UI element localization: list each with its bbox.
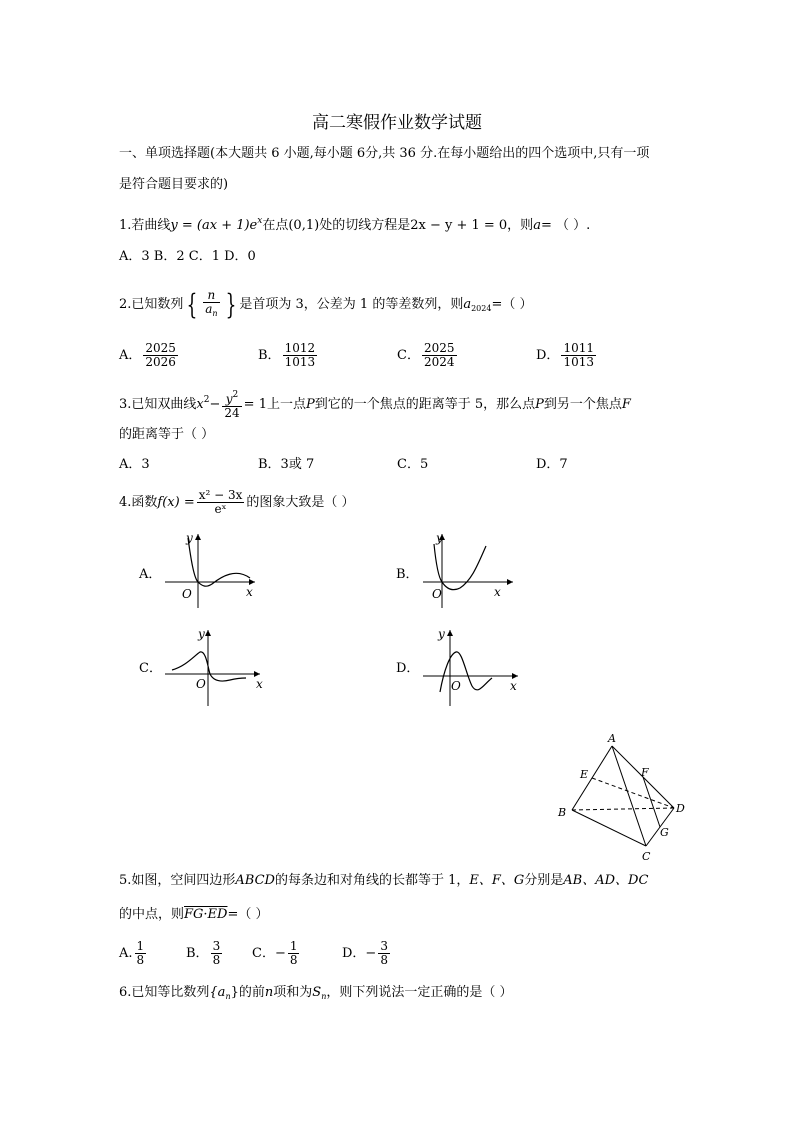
graph-b-y-label: y (436, 531, 443, 545)
q5-mid2: 分别是 (524, 873, 564, 888)
question-3 (119, 386, 631, 420)
q5-option-b-num: 3 (212, 939, 221, 953)
q5-option-b (186, 940, 224, 967)
q5-option-a-label: A. (119, 946, 133, 961)
graph-d-y-arrow-icon (447, 630, 453, 636)
q5-efg: E、F、G (469, 873, 525, 888)
q1-options: A．3 B．2 C．1 D．0 (119, 249, 256, 264)
q2-option-d-den: 1013 (563, 355, 594, 369)
section-heading-line1: 一、单项选择题(本大题共 6 小题,每小题 6分,共 36 分.在每小题给出的四个选项中,只有一项 (119, 146, 650, 161)
vertex-A-label: A (608, 732, 616, 745)
q3-x-sup: 2 (203, 395, 210, 405)
vertex-B-label: B (558, 806, 567, 819)
q2-end: =（ ） (491, 297, 533, 312)
q5-option-a-num: 1 (136, 939, 145, 953)
q2-option-a-num: 2025 (145, 341, 176, 355)
q2-option-b-label: B． (258, 348, 281, 363)
q3-option-a: A．3 (119, 457, 150, 472)
q2-frac-den-a: a (205, 302, 213, 316)
q6-seq-sub: n (225, 992, 231, 1001)
q5-vector-product: FG·ED (184, 907, 228, 922)
q1-mid: 在点 (262, 218, 289, 233)
q4-graph-a-label: A． (139, 567, 162, 582)
q1-prefix: 1.若曲线 (119, 218, 171, 233)
q2-brace-left: { (186, 287, 198, 321)
segment-ED (592, 778, 674, 808)
graph-d-y-label: y (438, 627, 445, 641)
point-E-label: E (580, 768, 589, 781)
q6-prefix: 6.已知等比数列 (119, 985, 210, 1000)
q2-frac-num: n (203, 289, 219, 303)
q6-seq: {a (209, 985, 226, 1000)
q5-option-d-label: D．− (342, 946, 377, 961)
q5-option-a-den: 8 (136, 953, 145, 967)
segment-FG (643, 777, 660, 827)
q5-option-c-num: 1 (289, 939, 298, 953)
q3-P: P (305, 397, 315, 412)
q2-option-b-num: 1012 (284, 341, 316, 355)
q6-n: n (264, 985, 274, 1000)
graph-a-x-label: x (246, 585, 253, 599)
q3-frac-num (222, 389, 241, 407)
q4-fraction (197, 489, 245, 516)
q3-line2: 的距离等于（ ） (119, 427, 215, 442)
q3-x: x (196, 397, 204, 412)
q4-graph-c-label: C． (139, 661, 162, 676)
q5-option-a (119, 940, 148, 967)
q2-option-c (397, 342, 459, 369)
q5-option-b-label: B． (186, 946, 209, 961)
q5-sides: AB、AD、DC (563, 873, 649, 888)
graph-a-origin: O (182, 587, 192, 601)
q3-option-b: B．3或 7 (258, 457, 315, 472)
q4-frac-den: eˣ (214, 502, 227, 516)
q2-mid: 是首项为 3，公差为 1 的等差数列，则 (239, 297, 464, 312)
q5-line2-prefix: 的中点，则 (119, 907, 185, 922)
q2-option-d (536, 342, 598, 369)
q5-tetrahedron-figure (550, 730, 700, 870)
q2-option-a-label: A． (119, 348, 142, 363)
q6-S-sub: n (321, 992, 327, 1001)
q2-frac-den (203, 303, 219, 320)
graph-a-curve (188, 538, 250, 586)
q5-option-b-den: 8 (212, 953, 221, 967)
graph-c-curve (172, 652, 246, 681)
q2-term-sub: 2024 (471, 304, 492, 313)
q3-mid2: 到它的一个焦点的距离等于 5，那么点 (314, 397, 536, 412)
q2-option-b-den: 1013 (284, 355, 316, 369)
q1-exponent: x (257, 216, 263, 226)
graph-c-origin: O (196, 677, 206, 691)
q1-post: ，则 (507, 218, 534, 233)
q5-option-c-den: 8 (289, 953, 298, 967)
graph-b-origin: O (432, 587, 442, 601)
graph-a-y-label: y (186, 531, 193, 545)
q4-graph-c (160, 624, 270, 708)
graph-c-y-label: y (198, 627, 205, 641)
graph-b-x-label: x (494, 585, 501, 599)
edge-BC (572, 810, 646, 846)
question-5-line2 (119, 906, 269, 924)
q6-seq-end: } (230, 985, 239, 1000)
q3-F: F (621, 397, 631, 412)
q5-option-d-den: 8 (380, 953, 388, 967)
q4-fx: f(x) = (157, 495, 195, 510)
q1-var: a (533, 218, 541, 233)
page-title: 高二寒假作业数学试题 (312, 113, 482, 133)
q2-option-d-label: D． (536, 348, 560, 363)
q5-abcd: ABCD (235, 873, 275, 888)
q3-option-d: D．7 (536, 457, 568, 472)
q1-end: = （ ）. (540, 218, 591, 233)
q2-option-b (258, 342, 319, 369)
section-heading-line2: 是符合题目要求的) (119, 177, 229, 192)
q5-option-d (342, 940, 392, 967)
q2-brace-right: } (225, 287, 236, 321)
graph-b-x-arrow-icon (507, 579, 513, 585)
q5-option-c (252, 940, 301, 967)
q2-fraction (203, 289, 219, 320)
q4-graph-d-label: D． (396, 661, 420, 676)
q3-y: y (225, 392, 233, 406)
graph-c-y-arrow-icon (205, 630, 211, 636)
q3-minus: − (209, 397, 221, 412)
q3-frac-den: 24 (224, 406, 240, 420)
q1-equation: 2x − y + 1 = 0 (410, 218, 508, 233)
q5-prefix: 5.如图，空间四边形 (119, 873, 236, 888)
q5-line2-end: =（ ） (227, 907, 269, 922)
graph-d-curve (440, 652, 492, 692)
q4-post: 的图象大致是（ ） (246, 495, 355, 510)
graph-d-x-label: x (510, 679, 517, 693)
q3-prefix: 3.已知双曲线 (119, 397, 197, 412)
q4-prefix: 4.函数 (119, 495, 158, 510)
q5-option-c-label: C．− (252, 946, 286, 961)
graph-d-origin: O (451, 679, 461, 693)
q6-mid2: 项和为 (273, 985, 313, 1000)
q3-mid3: 到另一个焦点 (543, 397, 622, 412)
q3-fraction (222, 389, 241, 420)
q5-option-d-num: 3 (380, 939, 388, 953)
graph-a-y-arrow-icon (195, 534, 201, 540)
q2-prefix: 2.已知数列 (119, 297, 184, 312)
q2-option-c-num: 2025 (423, 341, 455, 355)
q2-option-a-den: 2026 (145, 355, 176, 369)
edge-BD-hidden (572, 808, 674, 810)
point-G-label: G (660, 826, 669, 839)
q3-option-c: C．5 (397, 457, 429, 472)
point-F-label: F (641, 766, 649, 779)
q4-graph-d (418, 624, 528, 708)
q5-mid: 的每条边和对角线的长都等于 1， (274, 873, 470, 888)
q3-mid: = 1上一点 (243, 397, 306, 412)
q1-point: (0,1) (288, 218, 320, 233)
question-6 (119, 984, 512, 1006)
q2-option-c-label: C． (397, 348, 420, 363)
q4-graph-b-label: B． (396, 567, 419, 582)
question-2 (119, 287, 532, 327)
question-1 (119, 212, 590, 235)
q6-S: S (312, 985, 322, 1000)
q3-y-sup: 2 (232, 390, 239, 400)
q4-graph-b (418, 530, 528, 610)
q3-P2: P (535, 397, 544, 412)
q2-term: a (463, 297, 472, 312)
vertex-D-label: D (676, 802, 685, 815)
question-4 (119, 488, 355, 518)
q2-frac-den-sub: n (212, 309, 218, 318)
question-5-line1 (119, 872, 648, 890)
q6-mid: 的前 (238, 985, 265, 1000)
q2-option-d-num: 1011 (563, 341, 594, 355)
q1-function: y = (ax + 1)e (170, 218, 258, 233)
q6-end: ，则下列说法一定正确的是（ ） (326, 985, 513, 1000)
q2-option-c-den: 2024 (423, 355, 455, 369)
q1-mid2: 处的切线方程是 (319, 218, 411, 233)
vertex-C-label: C (642, 850, 651, 863)
q2-option-a (119, 342, 180, 369)
q4-graph-a (160, 530, 270, 610)
graph-c-x-label: x (256, 677, 263, 691)
q4-frac-num: x² − 3x (198, 488, 243, 502)
